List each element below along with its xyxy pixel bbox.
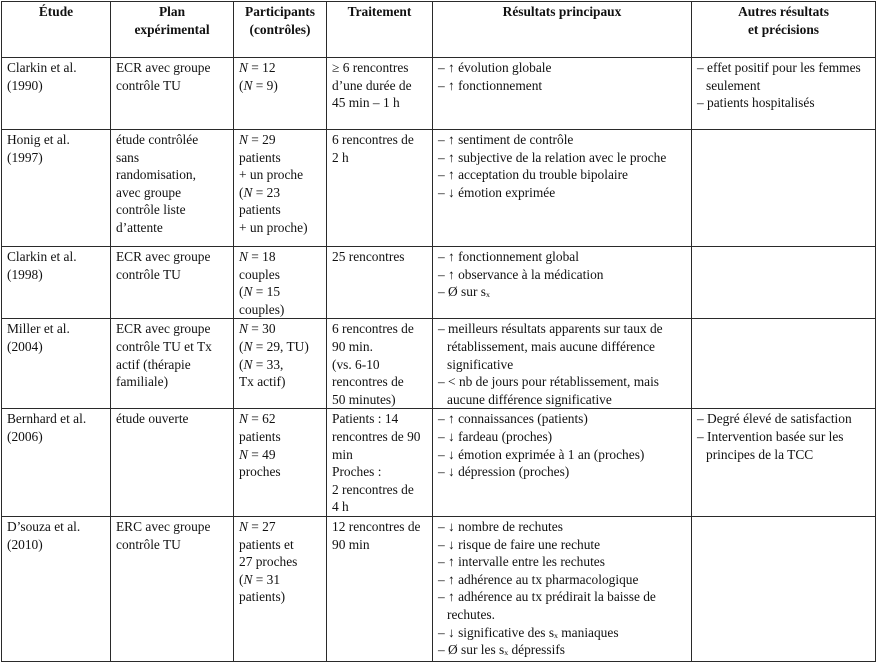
result-item: – ↓ fardeau (proches) <box>438 428 553 444</box>
header-participants <box>234 2 327 58</box>
participants-line: (N = 23 <box>239 184 281 200</box>
cell-participants <box>234 319 327 409</box>
plan-line: étude ouverte <box>116 411 189 427</box>
cell-autres <box>692 319 876 409</box>
plan-line: contrôle TU <box>116 77 181 93</box>
participants-line: 27 proches <box>239 554 298 570</box>
cell-etude <box>2 130 111 247</box>
cell-plan <box>111 409 234 517</box>
cell-autres <box>692 247 876 319</box>
header-traitement <box>327 2 433 58</box>
plan-line: étude contrôlée <box>116 132 199 147</box>
traitement-line: rencontres de <box>332 374 404 390</box>
cell-traitement <box>327 516 433 661</box>
result-item: – ↓ émotion exprimée à 1 an (proches) <box>438 446 645 462</box>
result-item: – Ø sur les sₓ dépressifs <box>438 642 565 658</box>
cell-traitement <box>327 409 433 517</box>
studies-table <box>1 1 876 662</box>
participants-line: proches <box>239 464 281 480</box>
header-line: Plan <box>158 4 186 19</box>
participants-line: N = 29 <box>239 132 276 147</box>
header-row <box>2 2 876 58</box>
plan-line: contrôle TU <box>116 536 181 552</box>
traitement-line: 90 min. <box>332 338 373 354</box>
cell-traitement <box>327 58 433 130</box>
result-item: – ↓ émotion exprimée <box>438 184 556 200</box>
plan-line: ERC avec groupe <box>116 518 211 534</box>
participants-line: (N = 33, <box>239 356 284 372</box>
result-item: – meilleurs résultats apparents sur taux de rétablissement, mais aucune différence significative <box>438 321 663 372</box>
note-item: – effet positif pour les femmes seulement <box>697 60 861 93</box>
cell-traitement <box>327 247 433 319</box>
result-item: – ↓ significative des sₓ maniaques <box>438 624 619 640</box>
participants-line: Tx actif) <box>239 374 286 390</box>
cell-resultats <box>433 409 692 517</box>
participants-line: (N = 31 <box>239 571 281 587</box>
plan-line: familiale) <box>116 374 169 390</box>
cell-autres <box>692 58 876 130</box>
traitement-line: d’une durée de <box>332 77 412 93</box>
participants-line: couples <box>239 266 280 282</box>
plan-line: sans <box>116 149 140 165</box>
header-plan <box>111 2 234 58</box>
result-item: – ↑ adhérence au tx pharmacologique <box>438 571 639 587</box>
plan-line: avec groupe <box>116 184 182 200</box>
header-line: et précisions <box>747 21 820 37</box>
header-etude <box>2 2 111 58</box>
traitement-line: 6 rencontres de <box>332 321 414 337</box>
table-row <box>2 58 876 130</box>
participants-line: patients) <box>239 589 286 605</box>
plan-line: d’attente <box>116 219 163 235</box>
plan-line: contrôle TU et Tx <box>116 338 212 354</box>
cell-autres <box>692 516 876 661</box>
header-line: (contrôles) <box>249 21 311 37</box>
note-item: – patients hospitalisés <box>697 95 815 111</box>
participants-line: N = 27 <box>239 518 276 534</box>
result-item: – < nb de jours pour rétablissement, mais aucune différence significative <box>438 374 660 407</box>
result-item: – ↑ observance à la médication <box>438 266 604 282</box>
result-item: – ↑ subjective de la relation avec le proche <box>438 149 667 165</box>
traitement-line: 12 rencontres de <box>332 518 421 534</box>
participants-line: patients <box>239 149 281 165</box>
traitement-line: 45 min – 1 h <box>332 95 400 111</box>
cell-autres <box>692 409 876 517</box>
cell-plan <box>111 516 234 661</box>
table-row <box>2 319 876 409</box>
result-item: – ↑ acceptation du trouble bipolaire <box>438 167 629 183</box>
participants-line: + un proche <box>239 167 304 183</box>
etude-line: Bernhard et al. <box>7 411 87 427</box>
result-item: – ↑ sentiment de contrôle <box>438 132 574 147</box>
plan-line: ECR avec groupe <box>116 249 211 264</box>
participants-line: N = 18 <box>239 249 276 264</box>
header-line: Autres résultats <box>738 4 829 19</box>
header-line: Traitement <box>347 4 412 19</box>
participants-line: + un proche) <box>239 219 308 235</box>
result-item: – Ø sur sₓ <box>438 284 490 300</box>
result-item: – ↑ adhérence au tx prédirait la baisse de rechutes. <box>438 589 656 622</box>
etude-line: Clarkin et al. <box>7 249 77 264</box>
cell-resultats <box>433 319 692 409</box>
traitement-line: 50 minutes) <box>332 391 396 407</box>
participants-line: N = 49 <box>239 446 276 462</box>
etude-line: (1997) <box>7 149 43 165</box>
table-row <box>2 516 876 661</box>
traitement-line: 2 rencontres de <box>332 481 414 497</box>
result-item: – ↓ risque de faire une rechute <box>438 536 601 552</box>
plan-line: randomisation, <box>116 167 196 183</box>
note-item: – Intervention basée sur les principes de la TCC <box>697 428 844 462</box>
plan-line: contrôle TU <box>116 266 181 282</box>
header-autres <box>692 2 876 58</box>
result-item: – ↓ dépression (proches) <box>438 464 570 480</box>
traitement-line: 4 h <box>332 499 349 515</box>
cell-resultats <box>433 516 692 661</box>
cell-participants <box>234 409 327 517</box>
cell-participants <box>234 516 327 661</box>
cell-autres <box>692 130 876 247</box>
cell-plan <box>111 58 234 130</box>
etude-line: (1990) <box>7 77 43 93</box>
plan-line: actif (thérapie <box>116 356 191 372</box>
result-item: – ↑ fonctionnement <box>438 77 543 93</box>
cell-etude <box>2 58 111 130</box>
header-line: expérimental <box>134 21 210 37</box>
etude-line: (2010) <box>7 536 43 552</box>
plan-line: ECR avec groupe <box>116 321 211 337</box>
table-row <box>2 409 876 517</box>
participants-line: (N = 9) <box>239 77 278 93</box>
etude-line: (2006) <box>7 428 43 444</box>
participants-line: patients <box>239 428 281 444</box>
participants-line: patients <box>239 202 281 218</box>
result-item: – ↓ nombre de rechutes <box>438 518 563 534</box>
table-body <box>2 58 876 662</box>
etude-line: (2004) <box>7 338 43 354</box>
traitement-line: Proches : <box>332 464 382 480</box>
table-row <box>2 130 876 247</box>
etude-line: (1998) <box>7 266 43 282</box>
participants-line: patients et <box>239 536 294 552</box>
cell-plan <box>111 319 234 409</box>
participants-line: (N = 29, TU) <box>239 338 309 354</box>
cell-participants <box>234 247 327 319</box>
cell-etude <box>2 409 111 517</box>
cell-plan <box>111 247 234 319</box>
cell-plan <box>111 130 234 247</box>
plan-line: ECR avec groupe <box>116 60 211 75</box>
result-item: – ↑ évolution globale <box>438 60 552 75</box>
traitement-line: 2 h <box>332 149 349 165</box>
table-row <box>2 247 876 319</box>
plan-line: contrôle liste <box>116 202 186 218</box>
traitement-line: 25 rencontres <box>332 249 405 264</box>
traitement-line: ≥ 6 rencontres <box>332 60 409 75</box>
cell-participants <box>234 58 327 130</box>
cell-traitement <box>327 130 433 247</box>
cell-traitement <box>327 319 433 409</box>
participants-line: couples) <box>239 301 285 317</box>
traitement-line: 90 min <box>332 536 370 552</box>
traitement-line: 6 rencontres de <box>332 132 414 147</box>
note-item: – Degré élevé de satisfaction <box>697 411 852 427</box>
traitement-line: rencontres de 90 <box>332 428 421 444</box>
header-line: Participants <box>245 4 315 19</box>
etude-line: Miller et al. <box>7 321 70 337</box>
traitement-line: Patients : 14 <box>332 411 399 427</box>
traitement-line: min <box>332 446 353 462</box>
header-line: Étude <box>38 4 74 19</box>
cell-resultats <box>433 58 692 130</box>
cell-resultats <box>433 130 692 247</box>
cell-resultats <box>433 247 692 319</box>
etude-line: Clarkin et al. <box>7 60 77 75</box>
header-line: Résultats principaux <box>502 4 622 19</box>
cell-etude <box>2 516 111 661</box>
cell-participants <box>234 130 327 247</box>
header-resultats <box>433 2 692 58</box>
result-item: – ↑ connaissances (patients) <box>438 411 588 427</box>
cell-etude <box>2 247 111 319</box>
cell-etude <box>2 319 111 409</box>
traitement-line: (vs. 6-10 <box>332 356 380 372</box>
participants-line: N = 30 <box>239 321 276 337</box>
participants-line: N = 62 <box>239 411 276 427</box>
participants-line: N = 12 <box>239 60 276 75</box>
result-item: – ↑ intervalle entre les rechutes <box>438 554 605 570</box>
etude-line: D’souza et al. <box>7 518 81 534</box>
participants-line: (N = 15 <box>239 284 281 300</box>
etude-line: Honig et al. <box>7 132 70 147</box>
result-item: – ↑ fonctionnement global <box>438 249 579 264</box>
